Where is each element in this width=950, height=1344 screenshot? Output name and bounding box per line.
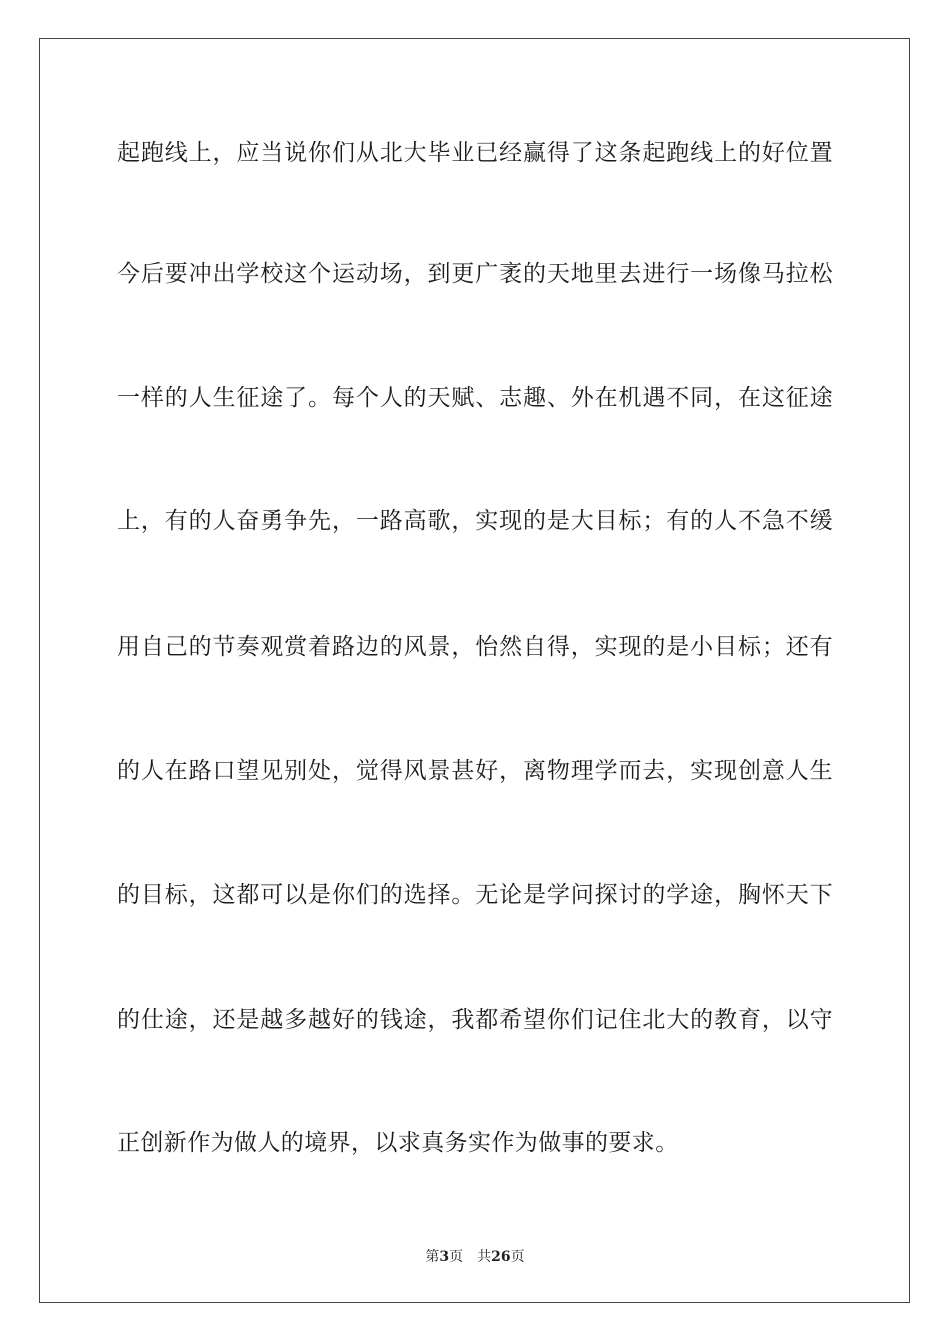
- text-line-9: 正创新作为做人的境界，以求真务实作为做事的要求。: [117, 1130, 679, 1156]
- page-footer: [0, 1247, 950, 1267]
- text-line-8: 的仕途，还是越多越好的钱途，我都希望你们记住北大的教育，以守: [117, 1007, 833, 1033]
- text-line-4: 上，有的人奋勇争先，一路高歌，实现的是大目标；有的人不急不缓: [117, 508, 833, 534]
- text-line-5: 用自己的节奏观赏着路边的风景，怡然自得，实现的是小目标；还有: [117, 634, 833, 660]
- text-line-1: 起跑线上，应当说你们从北大毕业已经赢得了这条起跑线上的好位置: [117, 140, 833, 166]
- text-line-7: 的目标，这都可以是你们的选择。无论是学问探讨的学途，胸怀天下: [117, 882, 833, 908]
- page-suffix: 页: [449, 1249, 464, 1265]
- text-line-3: 一样的人生征途了。每个人的天赋、志趣、外在机遇不同，在这征途: [117, 385, 833, 411]
- page-border: [39, 38, 910, 1303]
- text-line-2: 今后要冲出学校这个运动场，到更广袤的天地里去进行一场像马拉松: [117, 261, 833, 287]
- total-prefix: 共: [477, 1249, 492, 1265]
- total-suffix: 页: [510, 1249, 525, 1265]
- page-prefix: 第: [425, 1249, 440, 1265]
- text-line-6: 的人在路口望见别处，觉得风景甚好，离物理学而去，实现创意人生: [117, 758, 833, 784]
- total-pages: 26: [491, 1249, 511, 1265]
- page-number: 3: [439, 1249, 450, 1265]
